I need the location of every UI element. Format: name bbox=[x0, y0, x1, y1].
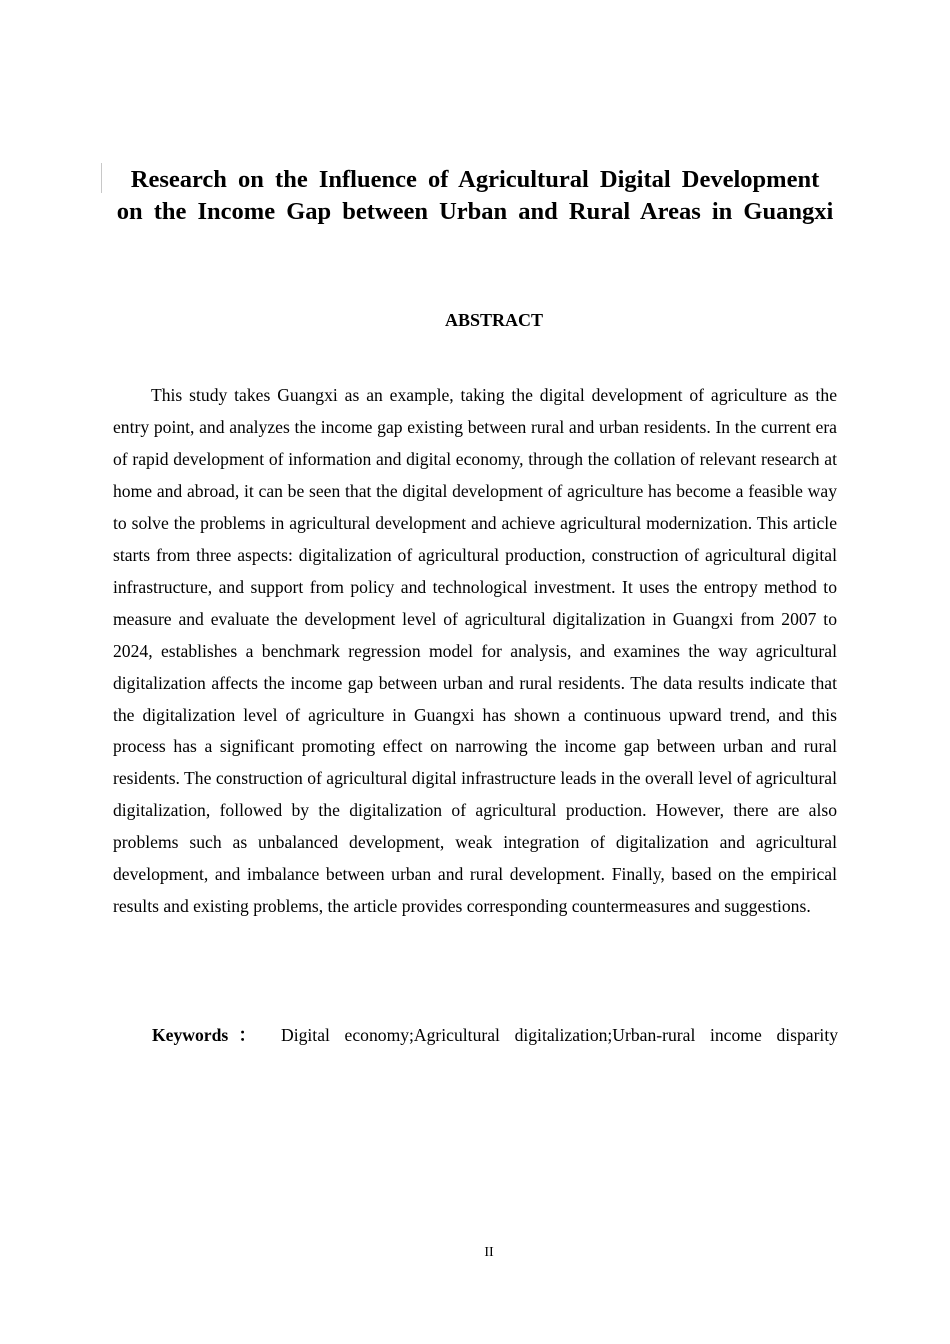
abstract-heading: ABSTRACT bbox=[444, 310, 544, 330]
keywords-line bbox=[152, 1020, 838, 1050]
keywords-text: Digital economy;Agricultural digitalization;Urban-rural income disparity bbox=[281, 1025, 839, 1045]
abstract-body: This study takes Guangxi as an example, taking the digital development of agriculture as the entry point, and analyzes the income gap existing between rural and urban residents. In the current era of rapid development of information and digital economy, through the collation of relevant research at home and abroad, it can be seen that the digital development of agriculture has become a feasible way to solve the problems in agricultural development and achieve agricultural modernization. This article starts from three aspects: digitalization of agricultural production, construction of agricultural digital infrastructure, and support from policy and technological investment. It uses the entropy method to measure and evaluate the development level of agricultural digitalization in Guangxi from 2007 to 2024, establishes a benchmark regression model for analysis, and examines the way agricultural digitalization affects the income gap between urban and rural residents. The data results indicate that the digitalization level of agriculture in Guangxi has shown a continuous upward trend, and this process has a significant promoting effect on narrowing the income gap between urban and rural residents. The construction of agricultural digital infrastructure leads in the overall level of agricultural digitalization, followed by the digitalization of agricultural production. However, there are also problems such as unbalanced development, weak integration of digitalization and agricultural development, and imbalance between urban and rural development. Finally, based on the empirical results and existing problems, the article provides corresponding countermeasures and suggestions. bbox=[113, 385, 837, 917]
page-number: II bbox=[484, 1245, 494, 1260]
paper-title: Research on the Influence of Agricultural Digital Development on the Income Gap between Urban and Rural Areas in Guangxi bbox=[116, 166, 834, 225]
margin-marker bbox=[101, 163, 102, 193]
keywords-label: Keywords： bbox=[152, 1025, 267, 1045]
